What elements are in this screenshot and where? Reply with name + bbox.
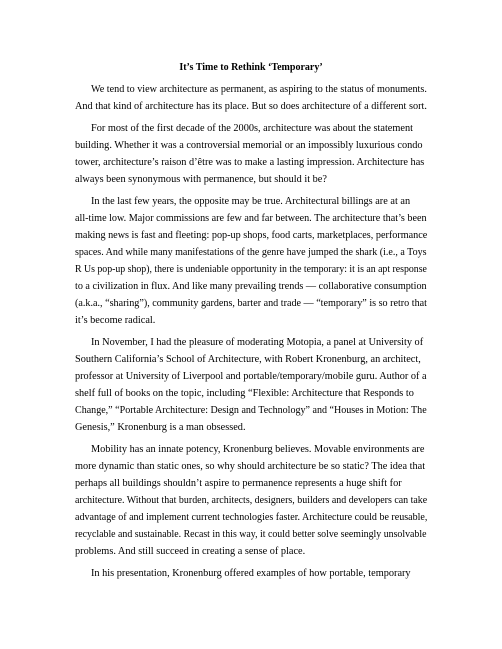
- paragraph-3-line-2: all-time low. Major commissions are few and far between. The architecture that’s been: [75, 213, 427, 224]
- paragraph-4-line-1: In November, I had the pleasure of moderating Motopia, a panel at University of: [91, 337, 424, 348]
- paragraph-5-line-3: perhaps all buildings shouldn’t aspire to permanence represents a huge shift for: [75, 478, 402, 489]
- paragraph-3-line-7: (a.k.a., “sharing”), community gardens, barter and trade — “temporary” is so retro that: [75, 298, 427, 309]
- paragraph-3-line-4: spaces. And while many manifestations of the genre have jumped the shark (i.e., a Toys: [75, 247, 427, 258]
- paragraph-5-line-2: more dynamic than static ones, so why should architecture be so static? The idea that: [75, 461, 426, 472]
- paragraph-3-line-1: In the last few years, the opposite may be true. Architectural billings are at an: [91, 196, 411, 207]
- paragraph-2-line-1: For most of the first decade of the 2000s, architecture was about the statement: [91, 123, 413, 134]
- paragraph-2-line-4: always been synonymous with permanence, but should it be?: [75, 174, 327, 185]
- paragraph-5-line-7: problems. And still succeed in creating a sense of place.: [75, 546, 306, 557]
- paragraph-4-line-2: Southern California’s School of Architecture, with Robert Kronenburg, an architect,: [75, 354, 421, 365]
- paragraph-2-line-2: building. Whether it was a controversial memorial or an impossibly luxurious condo: [75, 140, 423, 151]
- paragraph-4-line-3: professor at University of Liverpool and portable/temporary/mobile guru. Author of a: [75, 371, 427, 382]
- paragraph-3-line-6: to a civilization in flux. And like many prevailing trends — collaborative consumption: [75, 281, 427, 292]
- paragraph-3-line-5: R Us pop-up shop), there is undeniable opportunity in the temporary: it is an apt response: [75, 264, 427, 275]
- paragraph-3-line-3: making news is fast and fleeting: pop-up shops, food carts, marketplaces, performance: [75, 230, 428, 241]
- article-title: It’s Time to Rethink ‘Temporary’: [179, 62, 323, 73]
- paragraph-4-line-6: Genesis,” Kronenburg is a man obsessed.: [75, 422, 246, 433]
- paragraph-5-line-1: Mobility has an innate potency, Kronenburg believes. Movable environments are: [91, 444, 425, 455]
- paragraph-1-line-2: And that kind of architecture has its place. But so does architecture of a different sort.: [75, 101, 427, 112]
- paragraph-5-line-4: architecture. Without that burden, architects, designers, builders and developers can take: [75, 495, 428, 506]
- paragraph-5-line-6: recyclable and sustainable. Recast in this way, it could better solve seemingly unsolvable: [75, 529, 427, 540]
- paragraph-3-line-8: it’s become radical.: [75, 315, 156, 326]
- paragraph-4-line-4: shelf full of books on the topic, including “Flexible: Architecture that Responds to: [75, 388, 414, 399]
- paragraph-4-line-5: Change,” “Portable Architecture: Design and Technology” and “Houses in Motion: The: [75, 405, 427, 416]
- paragraph-6-line-1: In his presentation, Kronenburg offered examples of how portable, temporary: [91, 568, 411, 579]
- paragraph-5-line-5: advantage of and implement current technologies faster. Architecture could be reusable,: [75, 512, 428, 523]
- paragraph-1-line-1: We tend to view architecture as permanent, as aspiring to the status of monuments.: [91, 84, 427, 95]
- paragraph-2-line-3: tower, architecture’s raison d’être was to make a lasting impression. Architecture has: [75, 157, 425, 168]
